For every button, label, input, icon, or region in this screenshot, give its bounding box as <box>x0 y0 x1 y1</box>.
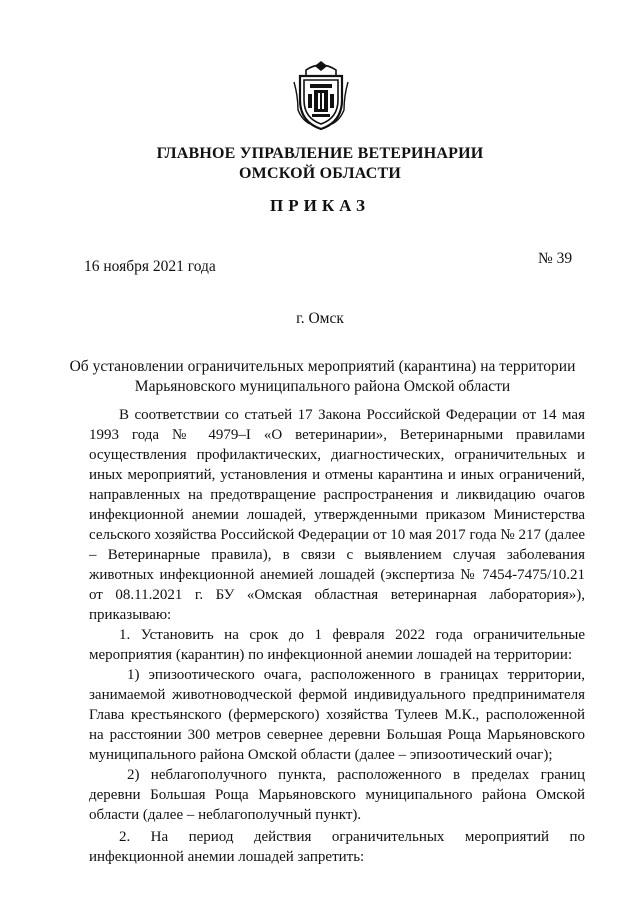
item-1-line: 1. Установить на срок до 1 февраля 2022 года ограничительные <box>119 627 585 643</box>
document-subject <box>60 357 585 397</box>
document-city: г. Омск <box>296 310 344 327</box>
body-line: инфекционной анемии лошадей, утвержденными приказом Министерства <box>89 507 585 523</box>
body-line: 1993 года № 4979–I «О ветеринарии», Ветеринарными правилами <box>89 427 585 443</box>
document-body <box>89 405 585 867</box>
item-2-line: 2. На период действия ограничительных мероприятий по <box>119 829 585 845</box>
item-1-1-line: Глава крестьянского (фермерского) хозяйства Тулеев М.К., расположенной <box>89 707 585 723</box>
document-number: № 39 <box>538 250 573 267</box>
item-1-2-line: деревни Большая Роща Марьяновского муниципального района Омской <box>89 787 585 803</box>
item-1-line: мероприятия (карантин) по инфекционной анемии лошадей на территории: <box>89 647 573 663</box>
organization-name-line1: ГЛАВНОЕ УПРАВЛЕНИЕ ВЕТЕРИНАРИИ <box>156 145 484 162</box>
body-line: приказываю: <box>89 607 172 623</box>
body-line: осуществления профилактических, диагностических, ограничительных и <box>89 447 585 463</box>
subject-line: Марьяновского муниципального района Омской области <box>134 378 511 395</box>
organization-name-line2: ОМСКОЙ ОБЛАСТИ <box>239 165 401 182</box>
body-line: направленных на предотвращение распространения и ликвидацию очагов <box>89 487 585 503</box>
document-title: ПРИКАЗ <box>270 196 370 215</box>
coat-of-arms-emblem <box>290 58 352 132</box>
body-line: животных инфекционной анемией лошадей (экспертиза № 7454-7475/10.21 <box>89 567 585 583</box>
subject-line: Об установлении ограничительных мероприятий (карантина) на территории <box>69 358 576 375</box>
item-1-1-line: муниципального района Омской области (далее – эпизоотический очаг); <box>89 747 553 763</box>
body-line: – Ветеринарные правила), в связи с выявлением случая заболевания <box>89 547 585 563</box>
item-2-line: инфекционной анемии лошадей запретить: <box>89 849 365 865</box>
item-1-1-line: занимаемой животноводческой фермой индивидуального предпринимателя <box>89 687 585 703</box>
document-date: 16 ноября 2021 года <box>84 258 216 275</box>
item-1-2-line: 2) неблагополучного пункта, расположенного в пределах границ <box>127 767 585 783</box>
item-1-2-line: области (далее – неблагополучный пункт). <box>89 807 362 823</box>
body-line: сельского хозяйства Российской Федерации от 10 мая 2017 года № 217 (далее <box>89 527 585 543</box>
body-line: иных мероприятий, установления и отмены карантина и иных ограничений, <box>89 467 585 483</box>
item-1-1-line: на расстоянии 300 метров севернее деревни Большая Роща Марьяновского <box>89 727 585 743</box>
item-1-1-line: 1) эпизоотического очага, расположенного в границах территории, <box>127 667 585 683</box>
body-line: от 08.11.2021 г. БУ «Омская областная ветеринарная лаборатория»), <box>89 587 585 603</box>
body-line: В соответствии со статьей 17 Закона Российской Федерации от 14 мая <box>119 407 585 423</box>
